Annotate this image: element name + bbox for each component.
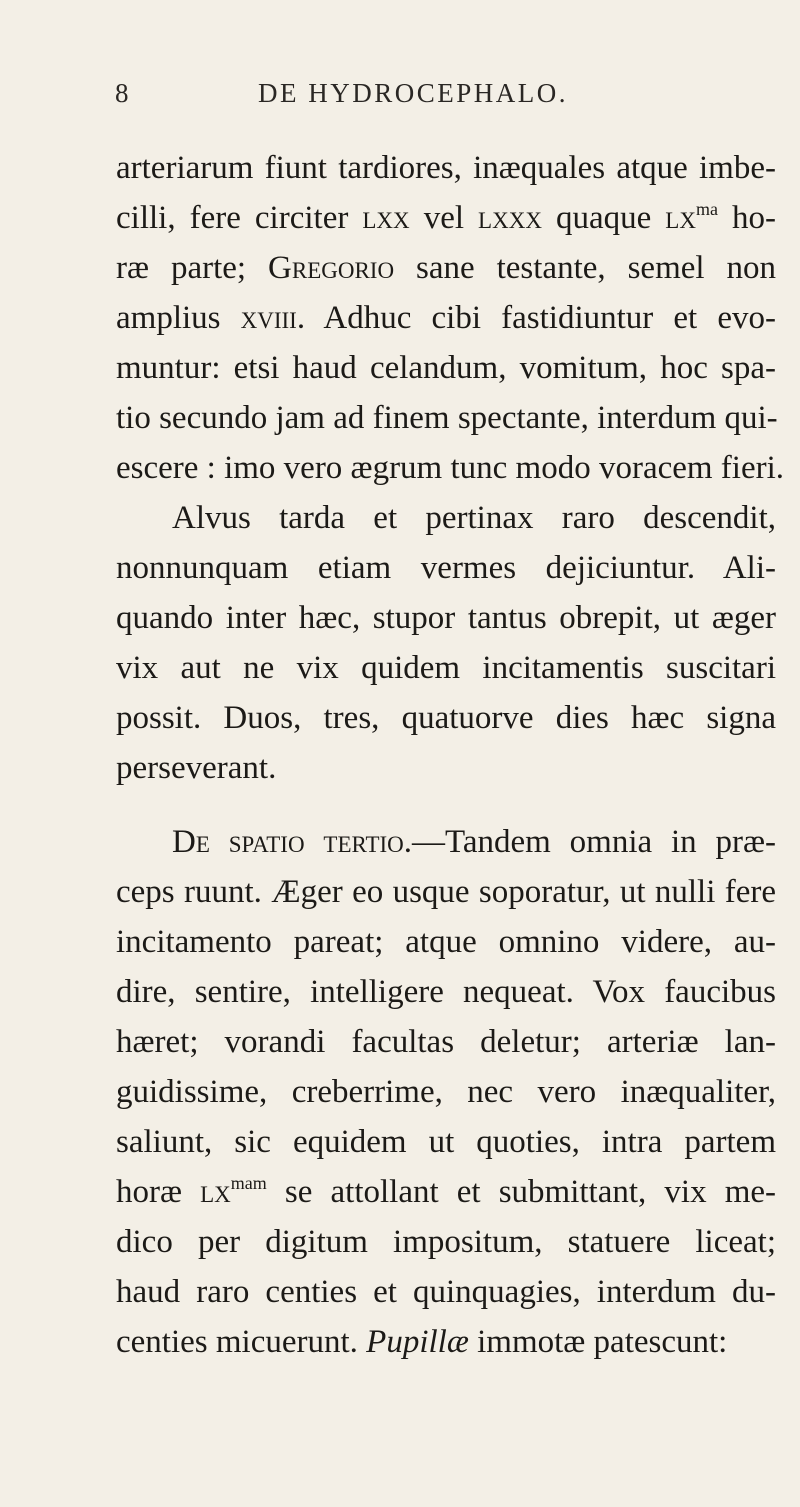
text-line: arteriarum fiunt tardiores, inæquales atque imbe- bbox=[116, 150, 776, 186]
running-title: DE HYDROCEPHALO. bbox=[258, 78, 568, 108]
text-line: ceps ruunt. Æger eo usque soporatur, ut nulli fere bbox=[116, 874, 776, 910]
text-line: amplius xviii. Adhuc cibi fastidiuntur et evo- bbox=[116, 300, 776, 336]
text-line: De spatio tertio.—Tandem omnia in præ- bbox=[172, 824, 776, 860]
text-line: cilli, fere circiter lxx vel lxxx quaque $lx^{ma}$ ho- bbox=[116, 199, 776, 236]
text-line: vix aut ne vix quidem incitamentis suscitari bbox=[116, 650, 776, 686]
text-line: centies micuerunt. Pupillæ immotæ patescunt: bbox=[116, 1324, 728, 1360]
text-line: dico per digitum impositum, statuere liceat; bbox=[116, 1224, 776, 1260]
text-line: quando inter hæc, stupor tantus obrepit, ut æger bbox=[116, 600, 776, 636]
page-number: 8 bbox=[115, 78, 131, 108]
section-heading: De spatio tertio. bbox=[172, 824, 413, 860]
text-line: haud raro centies et quinquagies, interdum du- bbox=[116, 1274, 776, 1310]
text-line: ræ parte; Gregorio sane testante, semel non bbox=[116, 250, 776, 286]
text-line: guidissime, creberrime, nec vero inæqualiter, bbox=[116, 1074, 776, 1110]
text-line: possit. Duos, tres, quatuorve dies hæc signa bbox=[116, 700, 776, 736]
text-line: Alvus tarda et pertinax raro descendit, bbox=[172, 500, 776, 536]
text-line: hæret; vorandi facultas deletur; arteriæ lan- bbox=[116, 1024, 776, 1060]
text-line: perseverant. bbox=[116, 750, 277, 786]
text-line: nonnunquam etiam vermes dejiciuntur. Ali- bbox=[116, 550, 776, 586]
text-line: escere : imo vero ægrum tunc modo voracem fieri. bbox=[116, 450, 785, 486]
author-name: Gregorio bbox=[268, 250, 395, 286]
text-line: tio secundo jam ad finem spectante, interdum qui- bbox=[116, 400, 778, 436]
text-line: horæ $lx^{mam}$ se attollant et submittant, vix me- bbox=[116, 1173, 777, 1210]
text-line: saliunt, sic equidem ut quoties, intra partem bbox=[116, 1124, 776, 1160]
text-line: incitamento pareat; atque omnino videre, au- bbox=[116, 924, 776, 960]
italic-term: Pupillæ bbox=[366, 1324, 469, 1360]
running-header bbox=[0, 78, 800, 118]
text-line: dire, sentire, intelligere nequeat. Vox faucibus bbox=[116, 974, 776, 1010]
text-line: muntur: etsi haud celandum, vomitum, hoc spa- bbox=[116, 350, 776, 386]
